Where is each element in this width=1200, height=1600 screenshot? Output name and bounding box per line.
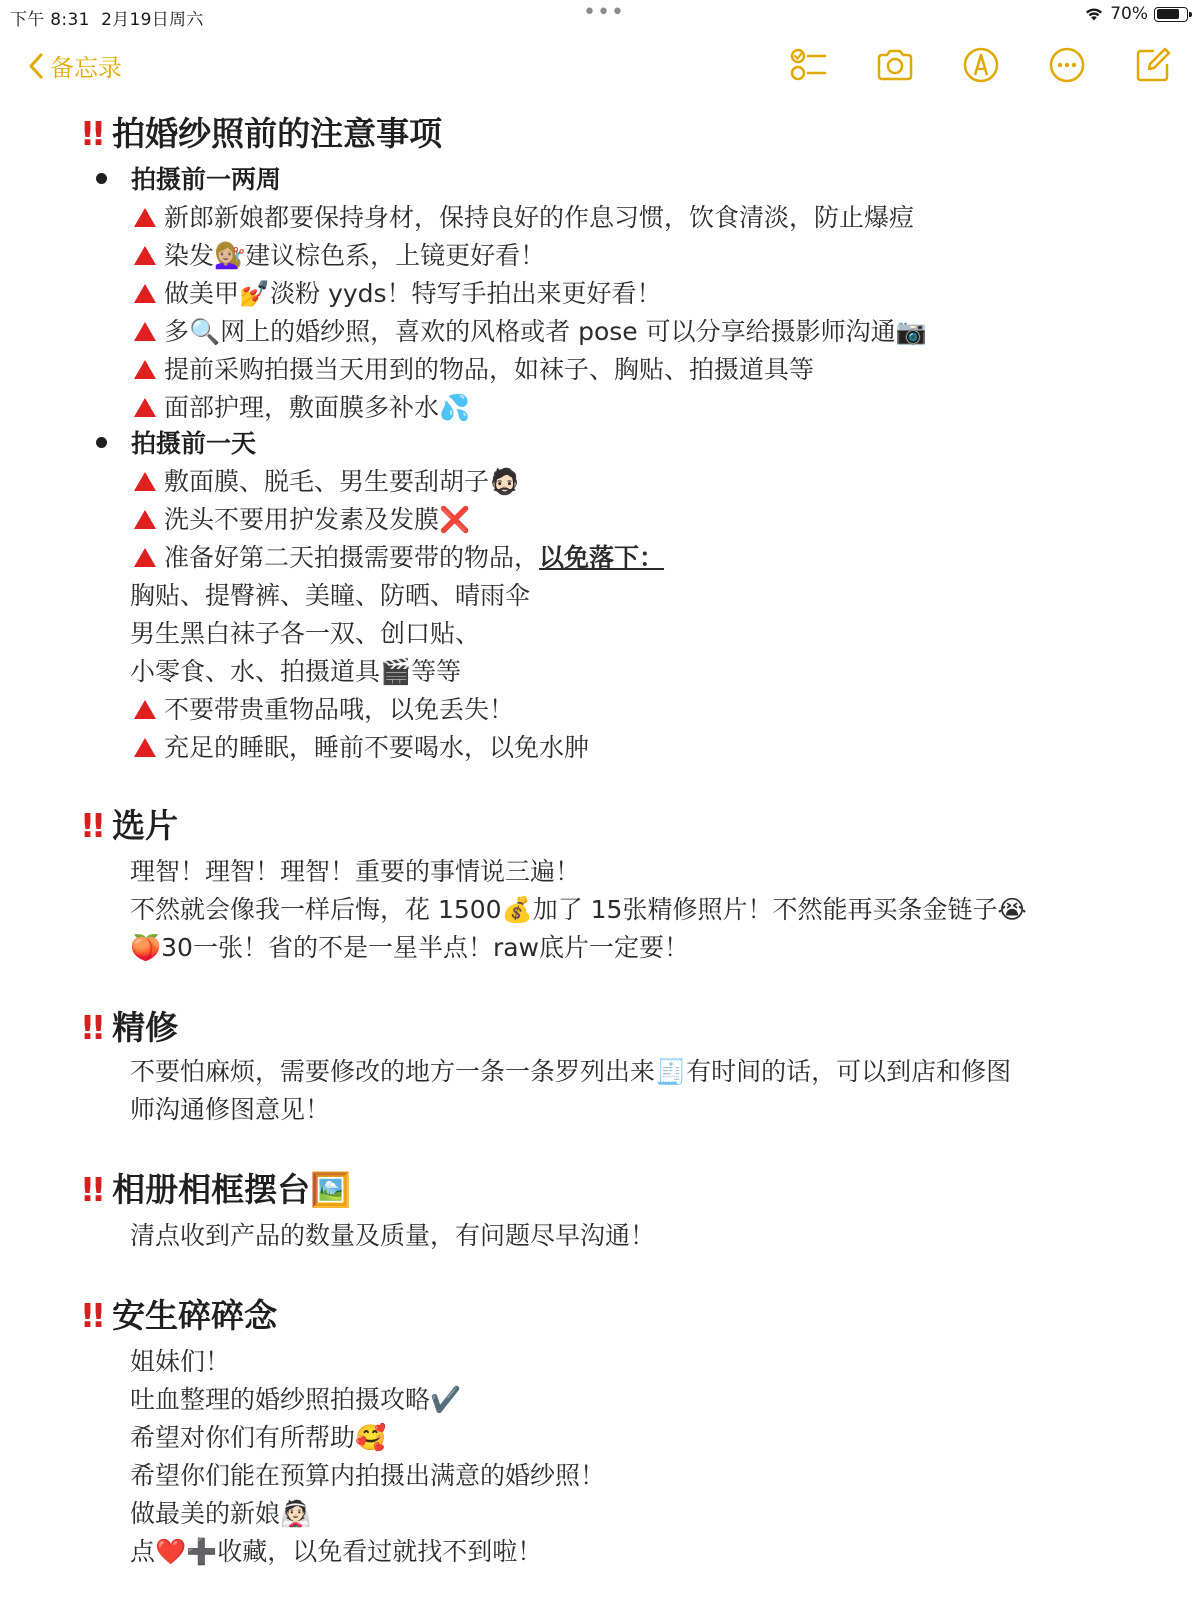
chevron-left-icon (28, 52, 44, 80)
bullet-dot-icon (96, 173, 107, 184)
camera-icon (875, 45, 915, 85)
list-item: 洗头不要用护发素及发膜❌ (134, 500, 470, 536)
red-triangle-icon (134, 322, 156, 341)
list-item: 不要带贵重物品哦，以免丢失！ (134, 690, 514, 726)
red-triangle-icon (134, 284, 156, 303)
red-triangle-icon (134, 510, 156, 529)
back-button[interactable] (28, 48, 122, 83)
text-line: 姐妹们！ (130, 1347, 231, 1376)
ellipsis-circle-icon (1047, 45, 1087, 85)
text-line: 希望你们能在预算内拍摄出满意的婚纱照！ (130, 1461, 606, 1490)
text-line: 点❤️➕收藏，以免看过就找不到啦！ (130, 1537, 543, 1566)
bullet-heading: 拍摄前一天 (96, 424, 256, 460)
text-line: 胸贴、提臀裤、美瞳、防晒、晴雨伞 (130, 581, 531, 610)
camera-button[interactable] (874, 44, 916, 86)
list-item: 充足的睡眠，睡前不要喝水，以免水肿 (134, 728, 589, 764)
double-exclamation-icon: !! (80, 806, 103, 845)
red-triangle-icon (134, 700, 156, 719)
more-button[interactable] (1046, 44, 1088, 86)
text-line: 男生黑白袜子各一双、创口贴、 (130, 619, 481, 648)
list-item: 多🔍网上的婚纱照，喜欢的风格或者 pose 可以分享给摄影师沟通📷 (134, 312, 927, 348)
red-triangle-icon (134, 208, 156, 227)
text-line: 希望对你们有所帮助🥰 (130, 1423, 387, 1452)
status-bar (0, 0, 1200, 30)
section-heading-selection: !! 选片 (80, 806, 179, 845)
battery-percent: 70% (1110, 4, 1148, 24)
list-item: 提前采购拍摄当天用到的物品，如袜子、胸贴、拍摄道具等 (134, 350, 814, 386)
back-label: 备忘录 (50, 54, 122, 82)
red-triangle-icon (134, 472, 156, 491)
underlined-text: 以免落下： (539, 543, 665, 572)
double-exclamation-icon: !! (80, 1296, 103, 1335)
list-item: 新郎新娘都要保持身材，保持良好的作息习惯，饮食清淡，防止爆痘 (134, 198, 914, 234)
compose-button[interactable] (1132, 44, 1174, 86)
text-line: 师沟通修图意见！ (130, 1095, 331, 1124)
multitask-dots-icon[interactable]: ••• (583, 0, 625, 25)
text-line: 做最美的新娘👰🏻 (130, 1499, 312, 1528)
markup-button[interactable] (960, 44, 1002, 86)
bullet-heading: 拍摄前一两周 (96, 160, 281, 196)
list-item: 做美甲💅淡粉 yyds！特写手拍出来更好看！ (134, 274, 662, 310)
list-item: 染发💇🏼‍♀️建议棕色系，上镜更好看！ (134, 236, 545, 272)
compose-icon (1133, 45, 1173, 85)
status-time (10, 5, 204, 30)
toolbar (788, 44, 1174, 86)
red-triangle-icon (134, 738, 156, 757)
battery-icon (1154, 7, 1188, 22)
double-exclamation-icon: !! (80, 1008, 103, 1047)
red-triangle-icon (134, 398, 156, 417)
section-heading-notes: !! 安生碎碎念 (80, 1296, 278, 1335)
section-heading-retouch: !! 精修 (80, 1008, 179, 1047)
text-line: 小零食、水、拍摄道具🎬等等 (130, 657, 462, 686)
wifi-icon (1084, 6, 1104, 22)
text-line: 不然就会像我一样后悔，花 1500💰加了 15张精修照片！不然能再买条金链子😭 (130, 895, 1027, 924)
status-indicators (1084, 4, 1188, 24)
text-line: 理智！理智！理智！重要的事情说三遍！ (130, 857, 581, 886)
double-exclamation-icon: !! (80, 114, 103, 153)
text-line: 吐血整理的婚纱照拍摄攻略✔️ (130, 1385, 462, 1414)
red-triangle-icon (134, 246, 156, 265)
red-triangle-icon (134, 360, 156, 379)
text-line: 不要怕麻烦，需要修改的地方一条一条罗列出来🧾有时间的话，可以到店和修图 (130, 1057, 1012, 1086)
section-heading-album: !! 相册相框摆台🖼️ (80, 1170, 352, 1209)
date-text: 2月19日周六 (101, 10, 204, 30)
text-line: 清点收到产品的数量及质量，有问题尽早沟通！ (130, 1221, 656, 1250)
bullet-dot-icon (96, 437, 107, 448)
checklist-icon (789, 45, 829, 85)
pen-tip-icon (961, 45, 1001, 85)
note-title: !! 拍婚纱照前的注意事项 (80, 114, 443, 153)
nav-bar (0, 40, 1200, 96)
double-exclamation-icon: !! (80, 1170, 103, 1209)
time-text: 下午 8:31 (10, 10, 90, 30)
list-item: 准备好第二天拍摄需要带的物品，以免落下： (134, 538, 664, 574)
list-item: 面部护理，敷面膜多补水💦 (134, 388, 470, 424)
red-triangle-icon (134, 548, 156, 567)
text-line: 🍑30一张！省的不是一星半点！raw底片一定要！ (130, 933, 689, 962)
list-item: 敷面膜、脱毛、男生要刮胡子🧔🏻 (134, 462, 520, 498)
checklist-button[interactable] (788, 44, 830, 86)
